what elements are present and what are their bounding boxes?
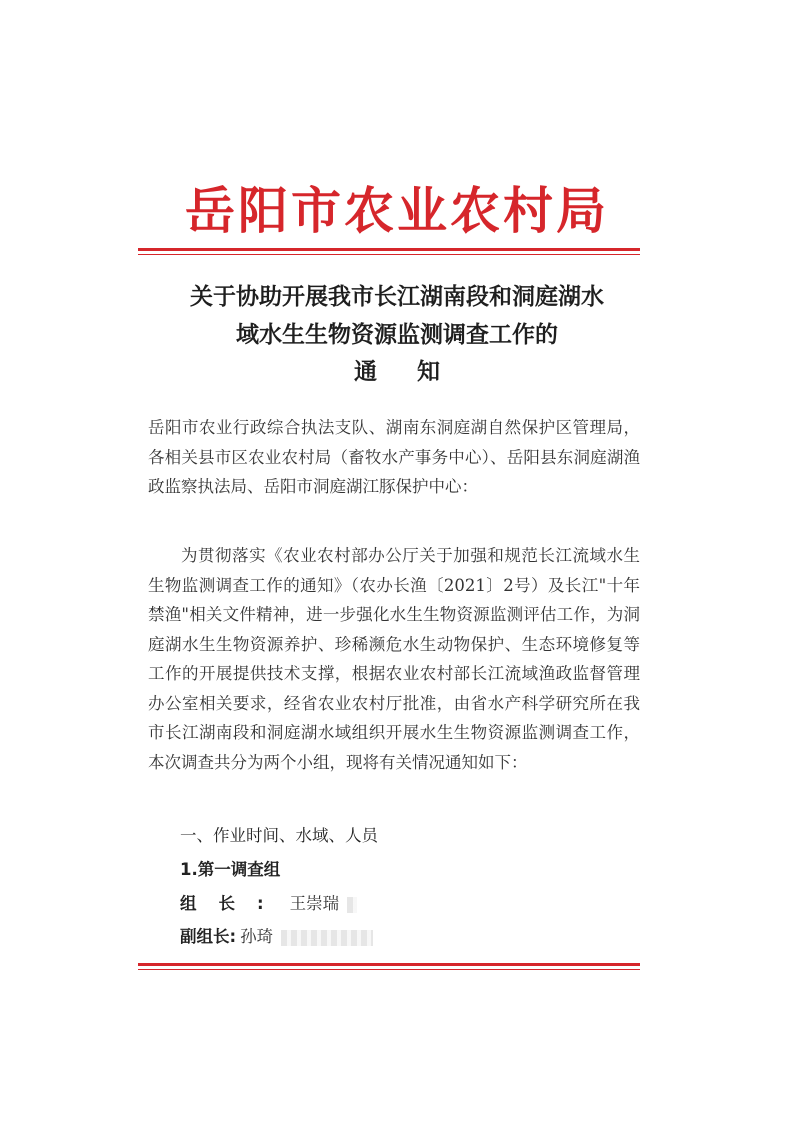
document-title-line-2: 域水生生物资源监测调查工作的 [236, 322, 558, 348]
document-title-line-3: 通知 [354, 359, 480, 385]
body-paragraph-1: 为贯彻落实《农业农村部办公厅关于加强和规范长江流域水生生物监测调查工作的通知》（农办长渔〔2021〕2号）及长江"十年禁渔"相关文件精神，进一步强化水生生物资源监测评估工作，为洞庭湖水生生物资源养护、珍稀濒危水生动物保护、生态环境修复等工作的开展提供技术支撑，根据农业农村部长江流域渔政监督管理办公室相关要求，经省农业农村厅批准，由省水产科学研究所在我市长江湖南段和洞庭湖水域组织开展水生生物资源监测调查工作，本次调查共分为两个小组，现将有关情况通知如下： [148, 546, 640, 772]
leader-name: 王崇瑞 [289, 894, 340, 913]
letterhead-rule-thick [138, 248, 640, 251]
org-letterhead-title: 岳阳市农业农村局 [185, 182, 609, 240]
footer-rule-thick [138, 963, 640, 966]
redacted-phone [347, 897, 357, 913]
deputy-role-label: 副组长: [180, 927, 237, 946]
footer-rule-thin [138, 969, 640, 970]
deputy-name: 孙琦 [240, 927, 274, 946]
letterhead-rule-thin [138, 254, 640, 255]
leader-role-label: 组长: [180, 894, 286, 913]
document-title-line-1: 关于协助开展我市长江湖南段和洞庭湖水 [190, 284, 604, 310]
redacted-phone [281, 930, 373, 946]
subsection-heading-1: 1.第一调查组 [180, 860, 281, 879]
addressee-paragraph: 岳阳市农业行政综合执法支队、湖南东洞庭湖自然保护区管理局，各相关县市区农业农村局（畜牧水产事务中心）、岳阳县东洞庭湖渔政监察执法局、岳阳市洞庭湖江豚保护中心： [148, 418, 640, 496]
leader-row [180, 890, 357, 914]
deputy-row [180, 923, 373, 947]
section-heading-1: 一、作业时间、水域、人员 [180, 826, 378, 845]
